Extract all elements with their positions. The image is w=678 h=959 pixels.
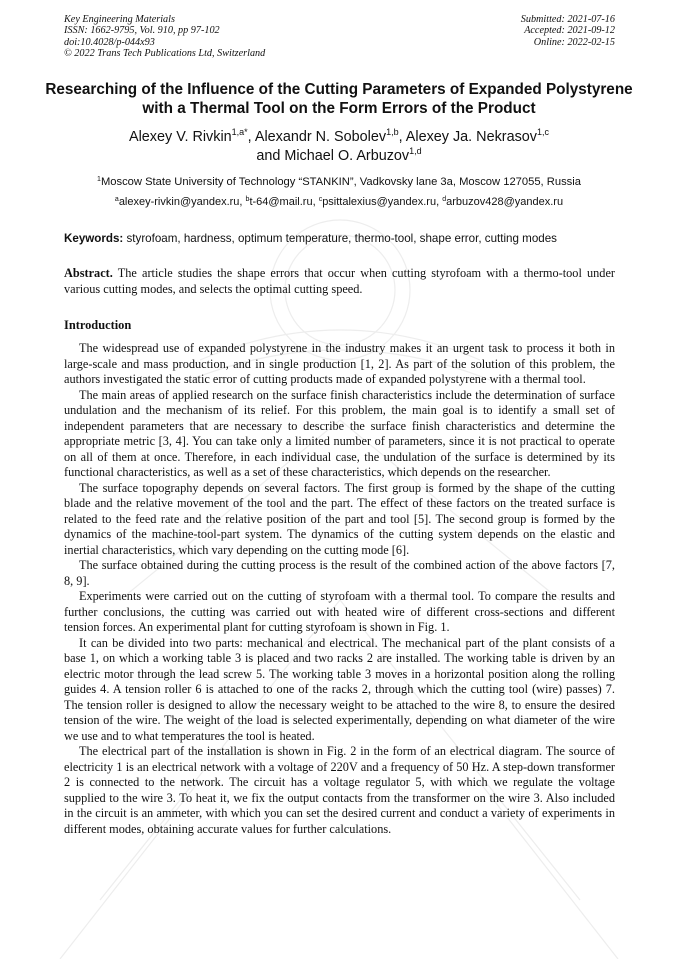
journal-issn: ISSN: 1662-9795, Vol. 910, pp 97-102	[64, 25, 220, 37]
section-heading-introduction: Introduction	[64, 318, 132, 332]
keywords-label: Keywords:	[64, 232, 124, 245]
author-affiliation-mark: 1,c	[536, 127, 549, 137]
journal-copyright: © 2022 Trans Tech Publications Ltd, Switzerland	[64, 48, 266, 60]
journal-doi[interactable]: doi:10.4028/p-044x93	[64, 36, 155, 48]
paragraph: The surface obtained during the cutting process is the result of the combined action of the above factors [7, 8, 9].	[64, 558, 615, 588]
accepted-date: Accepted: 2021-09-12	[524, 25, 615, 37]
author: and Michael O. Arbuzov	[256, 148, 410, 164]
email-link[interactable]: psittalexius@yandex.ru,	[322, 196, 443, 208]
paragraph: The surface topography depends on several factors. The first group is formed by the shape of the cutting blade and the relative movement of the tool and the part. The effect of these factors on the treated surface is related to the feed rate and the relative position of the part and tool [5]. The second group is formed by the dynamics of the machine-tool-part system. The dynamics of the cutting system depends on the elastic and inertial characteristics, which vary depending on the cutting mode [6].	[64, 480, 615, 557]
online-date: Online: 2022-02-15	[533, 36, 615, 48]
author-affiliation-mark: 1,d	[409, 146, 422, 156]
introduction-body	[64, 341, 615, 837]
paragraph: It can be divided into two parts: mechanical and electrical. The mechanical part of the plant consists of a base 1, on which a working table 3 is placed and two racks 2 are installed. The working table is driven by an electric motor through the lead screw 5. The working table 3 moves in a horizontal position along the rolling guides 4. A tension roller 6 is attached to one of the racks 2, through which the cutting tool (wire) passes) 7. The tension roller is designed to allow the necessary weight to be attached to the wire 8, to ensure the desired tension of the wire. The weight of the load is selected experimentally, depending on what diameter of the wire we use and to what temperatures the tool is heated.	[64, 635, 615, 743]
email-link[interactable]: t-64@mail.ru,	[249, 196, 319, 208]
paper-title: Researching of the Influence of the Cutting Parameters of Expanded Polystyrene with a Thermal Tool on the Form Errors of the Product	[45, 81, 633, 117]
keywords-text: styrofoam, hardness, optimum temperature, thermo-tool, shape error, cutting modes	[123, 232, 557, 245]
keywords	[64, 231, 616, 246]
abstract-label: Abstract.	[64, 266, 113, 280]
author: Alexandr N. Sobolev	[254, 129, 387, 145]
author-affiliation-mark: 1,a*	[231, 127, 248, 137]
abstract-text: The article studies the shape errors that occur when cutting styrofoam with a thermo-tool under various cutting modes, and selects the optimal cutting speed.	[64, 266, 615, 296]
paragraph: Experiments were carried out on the cutting of styrofoam with a thermal tool. To compare the results and further conclusions, the cutting was carried out with heated wire of different cross-sections and different tension forces. An experimental plant for cutting styrofoam is shown in Fig. 1.	[64, 589, 615, 634]
author-list: Alexey V. Rivkin$^{1,a*}$, Alexandr N. Sobolev$^{1,b}$, Alexey Ja. Nekrasov$^{1,c}$ and Michael O. Arbuzov$^{1,d}$	[129, 127, 549, 164]
abstract	[64, 266, 615, 297]
publication-dates	[521, 14, 615, 48]
author: Alexey Ja. Nekrasov	[405, 129, 537, 145]
email-link[interactable]: alexey-rivkin@yandex.ru,	[118, 196, 246, 208]
paragraph: The main areas of applied research on the surface finish characteristics include the determination of surface undulation and the mechanism of its relief. For this problem, the main goal is to identify a small set of independent parameters that are necessary to describe the surface finish characteristics and determine the appropriate metric [3, 4]. You can take only a limited number of parameters, since it is not practical to operate on all of them at once. Therefore, in each individual case, the undulation of the surface is determined by its functional characteristics, as well as a set of these characteristics, which depends on the researcher.	[64, 387, 615, 479]
paragraph: The widespread use of expanded polystyrene in the industry makes it an urgent task to process it both in large-scale and mass production, and in single production [1, 2]. As part of the solution of this problem, the authors investigated the static error of cutting products made of expanded polystyrene with a thermal tool.	[64, 341, 615, 386]
journal-header	[64, 14, 265, 60]
submitted-date: Submitted: 2021-07-16	[520, 14, 615, 25]
affiliation: $^1$Moscow State University of Technology “STANKIN”, Vadkovsky lane 3a, Moscow 127055, Russia	[97, 176, 581, 188]
journal-name: Key Engineering Materials	[64, 14, 175, 25]
author-affiliation-mark: 1,b	[386, 127, 399, 137]
author: Alexey V. Rivkin	[129, 129, 232, 145]
author-emails: $^a$alexey-rivkin@yandex.ru, $^b$t-64@mail.ru, $^c$psittalexius@yandex.ru, $^d$arbuzov428@yandex.ru	[114, 196, 564, 208]
paragraph: The electrical part of the installation is shown in Fig. 2 in the form of an electrical diagram. The source of electricity 1 is an electrical network with a voltage of 220V and a frequency of 50 Hz. A step-down transformer 2 is connected to the network. The circuit has a voltage regulator 5, with which we regulate the voltage supplied to the wire 3. To heat it, we fix the output contacts from the transformer on the wire 3. Also included in the circuit is an ammeter, with which you can set the desired current and conduct a variety of experiments in different modes, obtaining accurate values for further calculations.	[64, 744, 615, 836]
email-link[interactable]: arbuzov428@yandex.ru	[446, 196, 564, 208]
